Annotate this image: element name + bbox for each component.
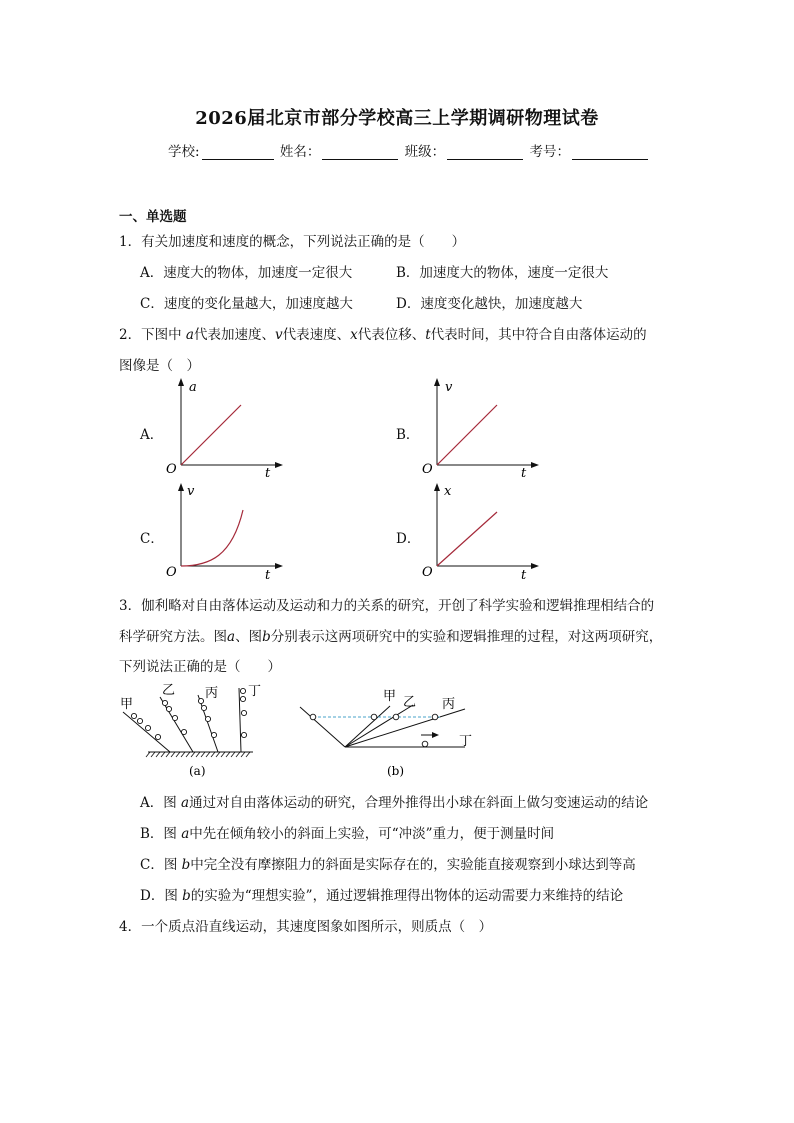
q3-stem-line2: 科学研究方法。图a、图b分别表示这两项研究中的实验和逻辑推理的过程，对这两项研究， — [119, 629, 663, 645]
q2-option-d: D． — [396, 531, 421, 547]
q1-stem: 1．有关加速度和速度的概念，下列说法正确的是（ ） — [119, 234, 466, 250]
name-label: 姓名： — [279, 144, 321, 160]
svg-text:t: t — [521, 568, 527, 583]
class-blank[interactable] — [447, 145, 523, 160]
svg-text:(a): (a) — [189, 764, 206, 778]
q1-option-d: D．速度变化越快，加速度越大 — [396, 296, 583, 312]
svg-text:丙: 丙 — [442, 697, 456, 712]
q1-option-b: B．加速度大的物体，速度一定很大 — [396, 265, 609, 281]
q2-option-a: A． — [140, 427, 164, 443]
q3-option-d: D．图 b的实验为“理想实验”，通过逻辑推理得出物体的运动需要力来维持的结论 — [140, 888, 624, 904]
svg-text:乙: 乙 — [403, 695, 417, 710]
q3-stem-line1: 3．伽利略对自由落体运动及运动和力的关系的研究，开创了科学实验和逻辑推理相结合的 — [119, 598, 655, 614]
svg-text:v: v — [445, 380, 453, 395]
section-heading: 一、单选题 — [119, 209, 187, 225]
graph-a-line — [181, 405, 241, 465]
number-label: 考号： — [529, 144, 570, 160]
graph-d-line — [437, 512, 497, 566]
graph-c-curve — [181, 510, 243, 566]
q3-option-b: B．图 a中先在倾角较小的斜面上实验，可“冲淡”重力，便于测量时间 — [140, 826, 555, 842]
svg-text:甲: 甲 — [383, 689, 397, 704]
q2-graph-c — [160, 480, 290, 585]
svg-text:乙: 乙 — [162, 683, 176, 698]
number-blank[interactable] — [572, 145, 648, 160]
q2-stem-line2: 图像是（ ） — [119, 358, 200, 374]
svg-text:丙: 丙 — [205, 686, 219, 701]
svg-text:t: t — [265, 466, 271, 480]
q1-option-c: C．速度的变化量越大，加速度越大 — [140, 296, 353, 312]
q2-option-b: B． — [396, 427, 420, 443]
svg-text:O: O — [422, 462, 433, 477]
q3-stem-line3: 下列说法正确的是（ ） — [119, 659, 281, 675]
school-blank[interactable] — [202, 145, 274, 160]
svg-text:丁: 丁 — [248, 684, 262, 699]
q2-option-c: C． — [140, 531, 164, 547]
q2-graph-d — [416, 480, 546, 585]
svg-text:O: O — [422, 565, 433, 580]
svg-text:O: O — [166, 565, 177, 580]
graph-b-line — [437, 405, 497, 465]
q3-option-a: A．图 a通过对自由落体运动的研究，合理外推得出小球在斜面上做匀变速运动的结论 — [140, 795, 649, 811]
q3-figure-b — [295, 680, 485, 780]
class-label: 班级： — [404, 144, 446, 160]
svg-text:甲: 甲 — [120, 697, 134, 712]
svg-text:O: O — [166, 462, 177, 477]
student-info-line — [168, 140, 650, 160]
svg-text:a: a — [189, 380, 197, 395]
school-label: 学校: — [168, 144, 200, 160]
q1-option-a: A．速度大的物体，加速度一定很大 — [140, 265, 353, 281]
svg-text:(b): (b) — [387, 764, 405, 778]
q2-graph-a — [160, 375, 290, 480]
page-title: 2026届北京市部分学校高三上学期调研物理试卷 — [195, 108, 599, 129]
svg-text:x: x — [444, 484, 452, 499]
q2-stem: 2．下图中 a代表加速度、v代表速度、x代表位移、t代表时间，其中符合自由落体运动的 — [119, 327, 647, 343]
name-blank[interactable] — [322, 145, 398, 160]
q4-stem: 4．一个质点沿直线运动，其速度图象如图所示，则质点（ ） — [119, 919, 493, 935]
svg-text:t: t — [265, 568, 271, 583]
svg-text:t: t — [521, 466, 527, 480]
q3-option-c: C．图 b中完全没有摩擦阻力的斜面是实际存在的，实验能直接观察到小球达到等高 — [140, 857, 636, 873]
svg-text:丁: 丁 — [459, 734, 473, 749]
q3-figure-a — [118, 680, 268, 780]
q2-graph-b — [416, 375, 546, 480]
svg-text:v: v — [187, 484, 195, 499]
